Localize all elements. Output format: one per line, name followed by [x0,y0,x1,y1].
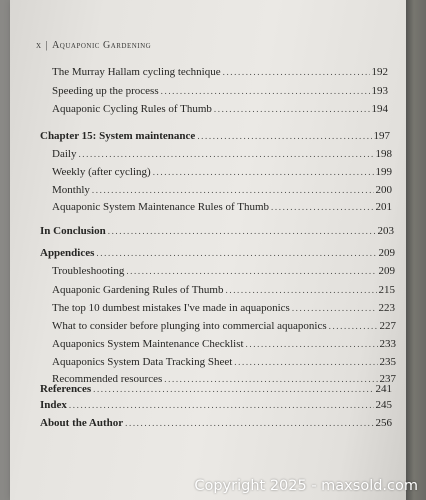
dot-leader [69,400,374,410]
toc-entry-page: 235 [379,356,396,368]
dot-leader [126,266,376,276]
dot-leader [108,226,376,236]
toc-entry [52,184,392,196]
toc-entry-title: Index [40,399,67,411]
book-page [10,0,406,500]
toc-entry-title: Troubleshooting [52,265,125,277]
dot-leader [125,418,373,428]
toc-entry-title: Weekly (after cycling) [52,166,151,178]
dot-leader [271,202,373,212]
dot-leader [153,167,374,177]
dot-leader [92,185,374,195]
toc-entry-page: 237 [379,373,396,385]
dot-leader [329,321,378,331]
dot-leader [292,303,377,313]
toc-entry-title: In Conclusion [40,225,106,237]
toc-entry-page: 223 [378,302,395,314]
toc-entry-page: 200 [375,184,392,196]
toc-entry-title: About the Author [40,417,124,429]
copyright-watermark: Copyright 2025 - maxsold.com [194,478,418,494]
toc-entry-title: Aquaponics System Maintenance Checklist [52,338,244,350]
dot-leader [246,339,378,349]
toc-section-entry [40,225,394,237]
toc-entry [52,85,388,97]
toc-entry [52,338,396,350]
toc-entry-page: 201 [375,201,392,213]
toc-entry-title: The Murray Hallam cycling technique [52,66,221,78]
toc-section-entry [40,383,392,395]
toc-entry-page: 199 [375,166,392,178]
toc-entry [52,103,388,115]
toc-entry-title: The top 10 dumbest mistakes I've made in aquaponics [52,302,290,314]
toc-entry-title: What to consider before plunging into commercial aquaponics [52,320,327,332]
toc-entry-page: 197 [373,130,390,142]
toc-entry-page: 227 [379,320,396,332]
toc-entry-page: 256 [375,417,392,429]
table-of-contents [10,0,406,500]
dot-leader [223,67,370,77]
toc-entry-title: Appendices [40,247,95,259]
toc-entry-page: 209 [378,265,395,277]
toc-entry-page: 203 [377,225,394,237]
dot-leader [214,104,370,114]
toc-entry [52,356,396,368]
toc-entry-title: Aquaponic System Maintenance Rules of Thumb [52,201,270,213]
toc-section-entry [40,417,392,429]
toc-entry [52,201,392,213]
toc-entry-page: 209 [378,247,395,259]
toc-entry [52,166,392,178]
toc-entry-title: References [40,383,92,395]
toc-entry [52,265,395,277]
dot-leader [93,384,373,394]
toc-entry-page: 241 [375,383,392,395]
toc-entry-title: Speeding up the process [52,85,159,97]
toc-entry-page: 233 [379,338,396,350]
toc-entry-page: 245 [375,399,392,411]
dot-leader [197,131,371,141]
book-title: Aquaponic Gardening [52,40,152,51]
running-head-separator: | [45,40,49,51]
toc-entry-title: Monthly [52,184,90,196]
toc-entry-page: 194 [371,103,388,115]
toc-entry-page: 215 [378,284,395,296]
dot-leader [78,149,373,159]
toc-entry [52,66,388,78]
toc-entry-title: Aquaponic Gardening Rules of Thumb [52,284,224,296]
toc-entry [52,284,395,296]
dot-leader [234,357,377,367]
toc-entry-page: 193 [371,85,388,97]
toc-entry-page: 192 [371,66,388,78]
dot-leader [96,248,376,258]
page-numeral: x [36,40,42,51]
page-edge [406,0,426,500]
dot-leader [161,86,370,96]
toc-entry-title: Aquaponics System Data Tracking Sheet [52,356,233,368]
toc-entry-title: Aquaponic Cycling Rules of Thumb [52,103,212,115]
toc-entry [52,148,392,160]
toc-entry-title: Chapter 15: System maintenance [40,130,196,142]
toc-entry [52,320,396,332]
toc-entry [52,302,395,314]
dot-leader [226,285,377,295]
toc-entry-title: Recommended resources [52,373,163,385]
toc-entry-page: 198 [375,148,392,160]
toc-section-entry [40,130,390,142]
toc-section-entry [40,399,392,411]
toc-section-entry [40,247,395,259]
toc-entry-title: Daily [52,148,77,160]
